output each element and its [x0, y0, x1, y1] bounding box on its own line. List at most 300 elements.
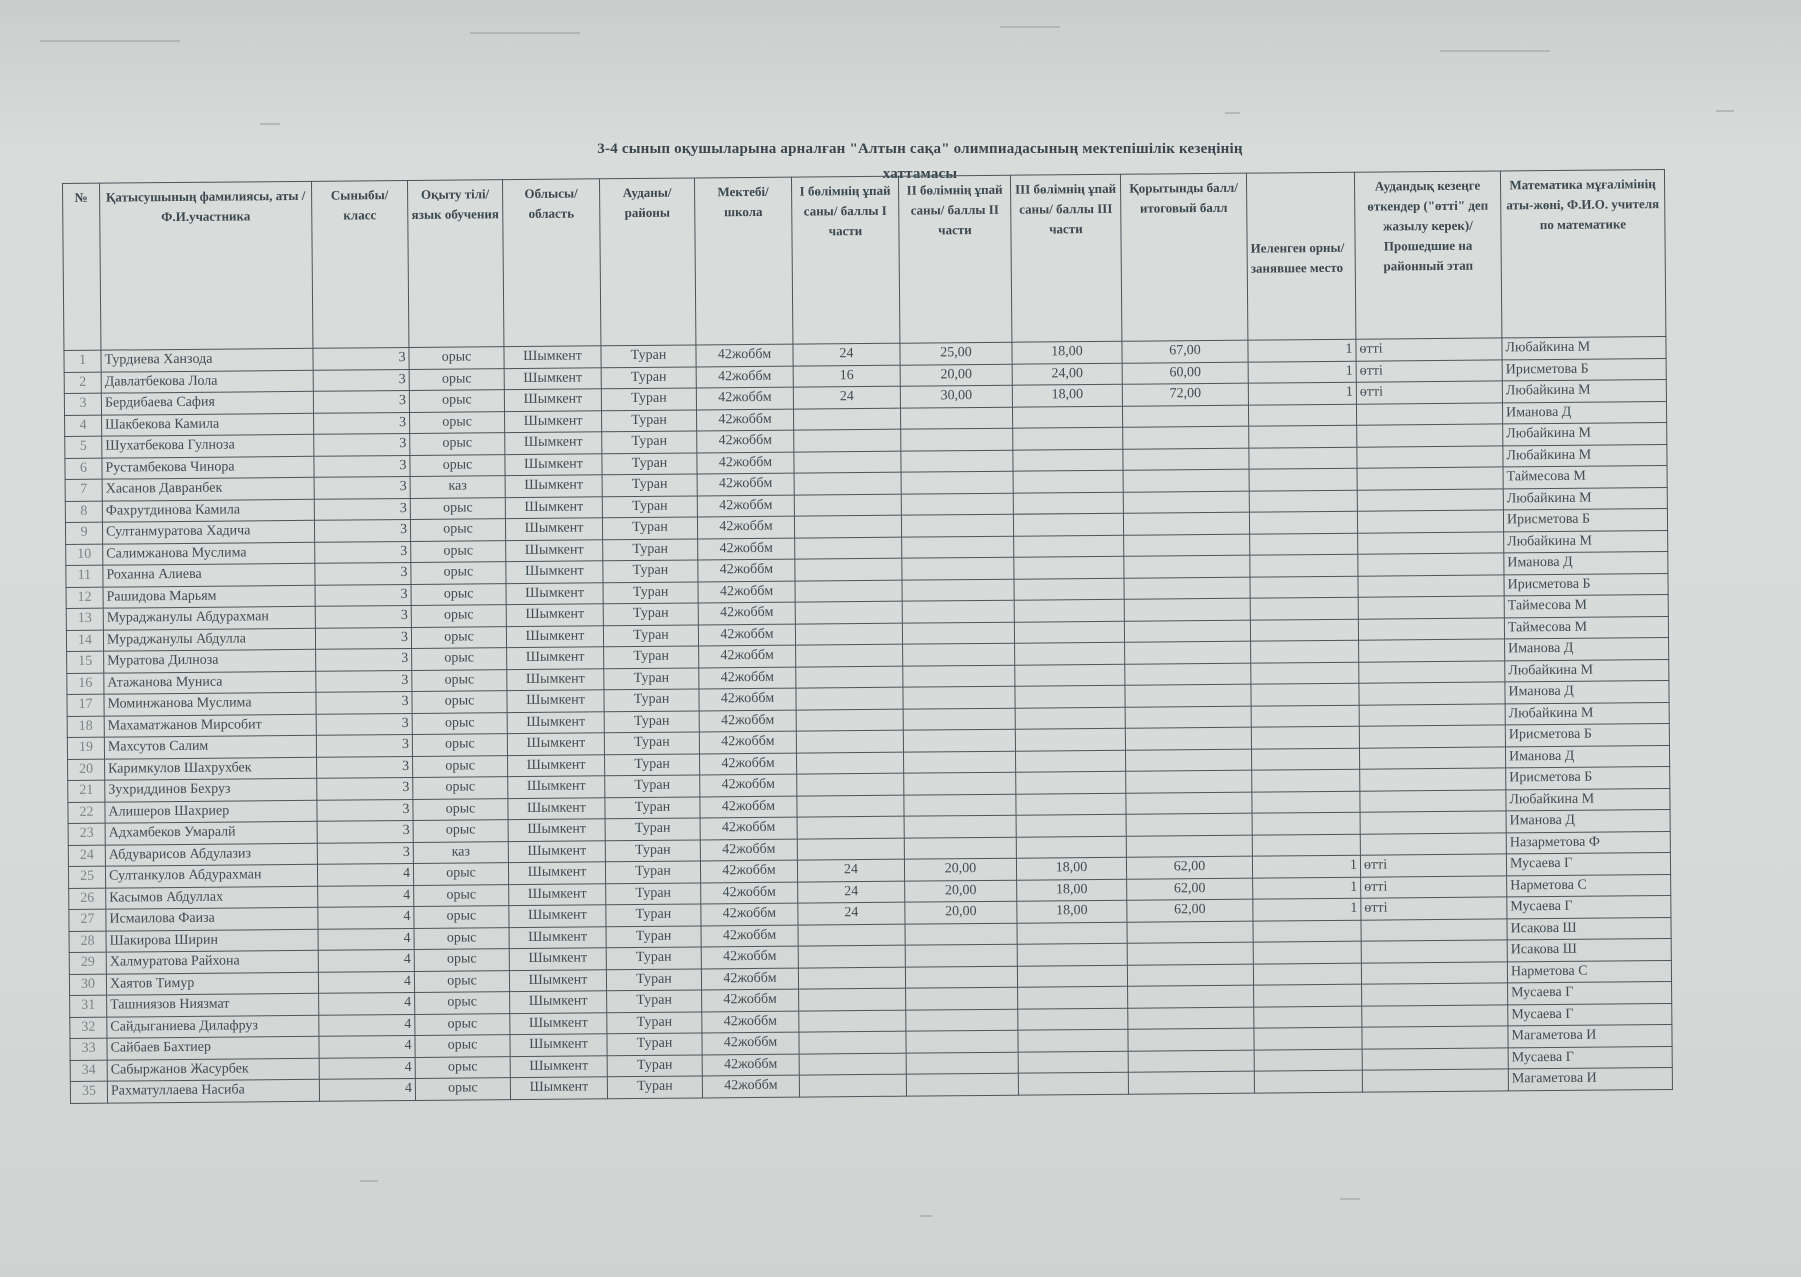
participant-name-cell: Абдуварисов Абдулазиз	[105, 843, 317, 866]
part2-score-cell	[905, 966, 1017, 988]
participant-name-cell: Адхамбеков Умаралй	[105, 821, 317, 844]
row-number-cell: 24	[68, 845, 105, 867]
part1-score-cell	[796, 644, 903, 666]
advanced-status-cell	[1362, 1047, 1508, 1070]
participant-name-cell: Бердибаева Сафия	[101, 391, 313, 414]
region-cell: Шымкент	[510, 1077, 607, 1099]
row-number-cell: 17	[67, 694, 104, 716]
school-cell: 42жоббм	[697, 473, 794, 495]
part3-score-cell	[1015, 750, 1125, 772]
language-cell: орыс	[413, 777, 508, 799]
region-cell: Шымкент	[508, 819, 605, 841]
part3-score-cell: 18,00	[1012, 341, 1122, 363]
district-cell: Туран	[607, 1054, 702, 1076]
teacher-name-cell: Таймесова М	[1504, 594, 1668, 617]
teacher-name-cell: Любайкина М	[1505, 702, 1669, 725]
total-score-cell	[1128, 1028, 1254, 1051]
teacher-name-cell: Ирисметова Б	[1502, 358, 1666, 381]
participant-name-cell: Фахрутдинова Камила	[102, 499, 314, 522]
row-number-cell: 19	[67, 737, 104, 759]
grade-cell: 3	[316, 734, 412, 756]
school-cell: 42жоббм	[697, 516, 794, 538]
part1-score-cell	[793, 408, 900, 430]
grade-cell: 3	[316, 691, 412, 713]
language-cell: орыс	[415, 1056, 510, 1078]
region-cell: Шымкент	[506, 582, 603, 604]
participant-name-cell: Мураджанулы Абдулла	[103, 628, 315, 651]
language-cell: каз	[413, 841, 508, 863]
row-number-cell: 15	[67, 651, 104, 673]
advanced-status-cell: өтті	[1361, 875, 1507, 898]
place-cell	[1249, 447, 1357, 469]
language-cell: орыс	[411, 583, 506, 605]
row-number-cell: 8	[65, 501, 102, 523]
grade-cell: 3	[314, 476, 410, 498]
row-number-cell: 23	[68, 823, 105, 845]
school-cell: 42жоббм	[698, 602, 795, 624]
part1-score-cell: 24	[798, 902, 905, 924]
part1-score-cell	[795, 623, 902, 645]
advanced-status-cell	[1360, 811, 1506, 834]
region-cell: Шымкент	[506, 539, 603, 561]
grade-cell: 3	[315, 541, 411, 563]
teacher-name-cell: Магаметова И	[1508, 1067, 1672, 1090]
part2-score-cell	[902, 600, 1014, 622]
part1-score-cell	[795, 580, 902, 602]
part1-score-cell: 24	[793, 386, 900, 408]
language-cell: орыс	[410, 454, 505, 476]
district-cell: Туран	[605, 796, 700, 818]
teacher-name-cell: Мусаева Г	[1507, 895, 1671, 918]
teacher-name-cell: Любайкина М	[1503, 487, 1667, 510]
part3-score-cell	[1018, 1029, 1128, 1051]
teacher-name-cell: Мусаева Г	[1508, 981, 1672, 1004]
part2-score-cell	[900, 407, 1012, 429]
row-number-cell: 32	[70, 1017, 107, 1039]
total-score-cell	[1124, 534, 1250, 557]
language-cell: орыс	[412, 648, 507, 670]
place-cell	[1251, 662, 1359, 684]
scan-artifact	[1716, 110, 1734, 112]
school-cell: 42жоббм	[699, 710, 796, 732]
participant-name-cell: Зухриддинов Бехруз	[105, 778, 317, 801]
region-cell: Шымкент	[506, 625, 603, 647]
place-cell	[1249, 490, 1357, 512]
place-cell	[1250, 533, 1358, 555]
language-cell: орыс	[415, 1078, 510, 1100]
participant-name-cell: Давлатбекова Лола	[101, 370, 313, 393]
district-cell: Туран	[607, 1076, 702, 1098]
district-cell: Туран	[605, 753, 700, 775]
district-cell: Туран	[601, 345, 696, 367]
grade-cell: 3	[316, 648, 412, 670]
part1-score-cell	[797, 838, 904, 860]
grade-cell: 3	[313, 390, 409, 412]
place-cell	[1251, 726, 1359, 748]
language-cell: орыс	[415, 992, 510, 1014]
advanced-status-cell: өтті	[1360, 854, 1506, 877]
teacher-name-cell: Магаметова И	[1508, 1024, 1672, 1047]
header-school: Мектебі/ школа	[694, 177, 792, 345]
row-number-cell: 29	[69, 952, 106, 974]
total-score-cell	[1124, 555, 1250, 578]
school-cell: 42жоббм	[696, 387, 793, 409]
total-score-cell	[1127, 921, 1253, 944]
header-part3-score: ІІІ бөлімнің ұпай саны/ баллы ІІІ части	[1010, 174, 1121, 342]
row-number-cell: 14	[66, 630, 103, 652]
teacher-name-cell: Любайкина М	[1502, 380, 1666, 403]
part3-score-cell	[1012, 406, 1122, 428]
part3-score-cell	[1018, 1072, 1128, 1094]
school-cell: 42жоббм	[699, 688, 796, 710]
place-cell	[1250, 619, 1358, 641]
school-cell: 42жоббм	[700, 753, 797, 775]
district-cell: Туран	[606, 925, 701, 947]
region-cell: Шымкент	[506, 561, 603, 583]
advanced-status-cell	[1360, 768, 1506, 791]
place-cell	[1249, 468, 1357, 490]
participant-name-cell: Алишеров Шахриер	[105, 800, 317, 823]
total-score-cell	[1128, 1071, 1254, 1094]
language-cell: орыс	[409, 347, 504, 369]
grade-cell: 3	[315, 605, 411, 627]
total-score-cell	[1128, 985, 1254, 1008]
district-cell: Туран	[604, 689, 699, 711]
participant-name-cell: Рустамбекова Чинора	[102, 456, 314, 479]
teacher-name-cell: Любайкина М	[1503, 444, 1667, 467]
part1-score-cell	[799, 1031, 906, 1053]
advanced-status-cell	[1358, 617, 1504, 640]
school-cell: 42жоббм	[701, 946, 798, 968]
language-cell: орыс	[410, 497, 505, 519]
grade-cell: 3	[314, 519, 410, 541]
district-cell: Туран	[602, 431, 697, 453]
part2-score-cell	[903, 686, 1015, 708]
school-cell: 42жоббм	[697, 409, 794, 431]
total-score-cell	[1124, 598, 1250, 621]
advanced-status-cell	[1358, 553, 1504, 576]
district-cell: Туран	[604, 646, 699, 668]
row-number-cell: 5	[65, 436, 102, 458]
part3-score-cell	[1015, 685, 1125, 707]
region-cell: Шымкент	[508, 840, 605, 862]
participant-name-cell: Моминжанова Муслима	[104, 692, 316, 715]
language-cell: орыс	[414, 970, 509, 992]
school-cell: 42жоббм	[698, 559, 795, 581]
part1-score-cell	[794, 429, 901, 451]
part1-score-cell	[797, 795, 904, 817]
part2-score-cell	[906, 987, 1018, 1009]
participant-name-cell: Сабыржанов Жасурбек	[107, 1058, 319, 1081]
district-cell: Туран	[607, 990, 702, 1012]
teacher-name-cell: Назарметова Ф	[1506, 831, 1670, 854]
school-cell: 42жоббм	[700, 774, 797, 796]
row-number-cell: 9	[65, 522, 102, 544]
advanced-status-cell	[1362, 1069, 1508, 1092]
scan-artifact	[470, 32, 580, 34]
language-cell: орыс	[414, 949, 509, 971]
advanced-status-cell	[1361, 918, 1507, 941]
part1-score-cell: 24	[793, 343, 900, 365]
teacher-name-cell: Исакова Ш	[1507, 938, 1671, 961]
part2-score-cell	[902, 557, 1014, 579]
teacher-name-cell: Исакова Ш	[1507, 917, 1671, 940]
total-score-cell	[1127, 942, 1253, 965]
row-number-cell: 27	[69, 909, 106, 931]
language-cell: орыс	[414, 927, 509, 949]
language-cell: орыс	[412, 712, 507, 734]
part3-score-cell	[1016, 771, 1126, 793]
part1-score-cell	[799, 1010, 906, 1032]
language-cell: орыс	[413, 798, 508, 820]
school-cell: 42жоббм	[698, 538, 795, 560]
participant-name-cell: Рашидова Марьям	[103, 585, 315, 608]
district-cell: Туран	[601, 388, 696, 410]
advanced-status-cell	[1357, 467, 1503, 490]
part2-score-cell	[904, 837, 1016, 859]
participant-name-cell: Атажанова Муниса	[104, 671, 316, 694]
total-score-cell	[1128, 1050, 1254, 1073]
grade-cell: 4	[319, 992, 415, 1014]
region-cell: Шымкент	[510, 1012, 607, 1034]
place-cell	[1252, 812, 1360, 834]
place-cell	[1248, 404, 1356, 426]
part2-score-cell	[904, 815, 1016, 837]
part1-score-cell	[795, 537, 902, 559]
teacher-name-cell: Мусаева Г	[1508, 1046, 1672, 1069]
part3-score-cell: 18,00	[1012, 384, 1122, 406]
participant-name-cell: Махсутов Салим	[104, 735, 316, 758]
part2-score-cell: 20,00	[905, 901, 1017, 923]
region-cell: Шымкент	[509, 969, 606, 991]
scan-artifact	[1000, 26, 1060, 28]
teacher-name-cell: Иманова Д	[1502, 401, 1666, 424]
total-score-cell	[1125, 684, 1251, 707]
part2-score-cell	[901, 471, 1013, 493]
part1-score-cell	[796, 709, 903, 731]
participant-name-cell: Муратова Дилноза	[104, 649, 316, 672]
language-cell: орыс	[409, 368, 504, 390]
district-cell: Туран	[604, 732, 699, 754]
participant-name-cell: Султанмуратова Хадича	[102, 520, 314, 543]
advanced-status-cell	[1361, 940, 1507, 963]
part3-score-cell	[1014, 599, 1124, 621]
advanced-status-cell	[1357, 488, 1503, 511]
scan-artifact	[40, 40, 180, 42]
teacher-name-cell: Иманова Д	[1505, 680, 1669, 703]
place-cell: 1	[1248, 361, 1356, 383]
language-cell: орыс	[411, 605, 506, 627]
advanced-status-cell: өтті	[1356, 338, 1502, 361]
total-score-cell	[1126, 835, 1252, 858]
row-number-cell: 26	[69, 888, 106, 910]
part3-score-cell	[1013, 470, 1123, 492]
place-cell	[1252, 791, 1360, 813]
grade-cell: 3	[317, 756, 413, 778]
part1-score-cell	[795, 601, 902, 623]
part1-score-cell	[796, 752, 903, 774]
school-cell: 42жоббм	[702, 1054, 799, 1076]
row-number-cell: 20	[68, 759, 105, 781]
part3-score-cell	[1014, 556, 1124, 578]
total-score-cell	[1124, 577, 1250, 600]
place-cell: 1	[1253, 898, 1361, 920]
header-advanced: Аудандық кезеңге өткендер ("өтті" деп жазылу керек)/ Прошедшие на районный этап	[1354, 171, 1501, 339]
row-number-cell: 21	[68, 780, 105, 802]
place-cell: 1	[1248, 382, 1356, 404]
part2-score-cell	[901, 514, 1013, 536]
row-number-cell: 33	[70, 1038, 107, 1060]
participant-name-cell: Исмаилова Фаиза	[106, 907, 318, 930]
row-number-cell: 13	[66, 608, 103, 630]
grade-cell: 3	[314, 433, 410, 455]
total-score-cell	[1125, 706, 1251, 729]
part3-score-cell	[1017, 922, 1127, 944]
part2-score-cell: 20,00	[904, 858, 1016, 880]
grade-cell: 4	[318, 928, 414, 950]
school-cell: 42жоббм	[698, 624, 795, 646]
district-cell: Туран	[603, 538, 698, 560]
grade-cell: 4	[319, 1078, 415, 1100]
part3-score-cell	[1014, 578, 1124, 600]
total-score-cell	[1123, 469, 1249, 492]
teacher-name-cell: Любайкина М	[1506, 788, 1670, 811]
language-cell: орыс	[415, 1013, 510, 1035]
row-number-cell: 1	[64, 350, 101, 372]
scan-artifact	[260, 123, 280, 125]
total-score-cell	[1125, 749, 1251, 772]
participant-name-cell: Ташниязов Ниязмат	[107, 993, 319, 1016]
district-cell: Туран	[607, 1011, 702, 1033]
grade-cell: 3	[314, 412, 410, 434]
school-cell: 42жоббм	[698, 581, 795, 603]
district-cell: Туран	[605, 861, 700, 883]
scan-artifact	[360, 1180, 378, 1182]
region-cell: Шымкент	[508, 797, 605, 819]
grade-cell: 4	[319, 1035, 415, 1057]
region-cell: Шымкент	[506, 604, 603, 626]
participant-name-cell: Мураджанулы Абдурахман	[103, 606, 315, 629]
grade-cell: 3	[315, 627, 411, 649]
part2-score-cell: 20,00	[900, 364, 1012, 386]
part3-score-cell	[1015, 642, 1125, 664]
language-cell: орыс	[414, 884, 509, 906]
participant-name-cell: Касымов Абдуллах	[106, 886, 318, 909]
district-cell: Туран	[603, 581, 698, 603]
total-score-cell	[1125, 727, 1251, 750]
part2-score-cell	[903, 729, 1015, 751]
place-cell	[1252, 834, 1360, 856]
part1-score-cell	[799, 988, 906, 1010]
language-cell: орыс	[412, 691, 507, 713]
region-cell: Шымкент	[504, 346, 601, 368]
teacher-name-cell: Ирисметова Б	[1506, 766, 1670, 789]
results-sheet	[62, 169, 1672, 1135]
school-cell: 42жоббм	[696, 344, 793, 366]
header-teacher: Математика мұғалімінің аты-жөні, Ф.И.О. учителя по математике	[1500, 170, 1665, 338]
part1-score-cell	[794, 472, 901, 494]
school-cell: 42жоббм	[697, 495, 794, 517]
region-cell: Шымкент	[509, 883, 606, 905]
row-number-cell: 3	[64, 393, 101, 415]
school-cell: 42жоббм	[701, 925, 798, 947]
part3-score-cell	[1016, 793, 1126, 815]
advanced-status-cell	[1359, 725, 1505, 748]
part2-score-cell	[903, 708, 1015, 730]
row-number-cell: 31	[70, 995, 107, 1017]
total-score-cell	[1126, 792, 1252, 815]
language-cell: орыс	[410, 411, 505, 433]
district-cell: Туран	[605, 818, 700, 840]
district-cell: Туран	[604, 667, 699, 689]
grade-cell: 4	[318, 885, 414, 907]
scan-artifact	[1340, 1198, 1360, 1200]
participant-name-cell: Рахматуллаева Насиба	[107, 1079, 319, 1102]
part3-score-cell: 18,00	[1017, 900, 1127, 922]
region-cell: Шымкент	[508, 862, 605, 884]
school-cell: 42жоббм	[701, 903, 798, 925]
document-subtitle: хаттамасы	[882, 166, 958, 182]
grade-cell: 3	[315, 562, 411, 584]
district-cell: Туран	[602, 409, 697, 431]
total-score-cell	[1124, 620, 1250, 643]
language-cell: орыс	[413, 820, 508, 842]
district-cell: Туран	[606, 904, 701, 926]
part3-score-cell	[1018, 1051, 1128, 1073]
advanced-status-cell	[1362, 1004, 1508, 1027]
part2-score-cell	[905, 944, 1017, 966]
district-cell: Туран	[607, 1033, 702, 1055]
part1-score-cell	[798, 924, 905, 946]
total-score-cell	[1128, 1007, 1254, 1030]
language-cell: орыс	[411, 540, 506, 562]
participant-name-cell: Сайдыганиева Дилафруз	[107, 1015, 319, 1038]
district-cell: Туран	[602, 474, 697, 496]
total-score-cell	[1126, 813, 1252, 836]
row-number-cell: 11	[66, 565, 103, 587]
part3-score-cell	[1017, 965, 1127, 987]
part3-score-cell	[1018, 986, 1128, 1008]
part1-score-cell	[794, 451, 901, 473]
region-cell: Шымкент	[505, 453, 602, 475]
grade-cell: 3	[317, 842, 413, 864]
total-score-cell	[1123, 491, 1249, 514]
part2-score-cell	[904, 794, 1016, 816]
school-cell: 42жоббм	[700, 860, 797, 882]
grade-cell: 3	[317, 799, 413, 821]
part3-score-cell	[1016, 836, 1126, 858]
part2-score-cell: 25,00	[900, 342, 1012, 364]
teacher-name-cell: Ирисметова Б	[1503, 509, 1667, 532]
advanced-status-cell	[1362, 983, 1508, 1006]
school-cell: 42жоббм	[702, 1011, 799, 1033]
participant-name-cell: Шухатбекова Гулноза	[102, 434, 314, 457]
teacher-name-cell: Ирисметова Б	[1505, 723, 1669, 746]
participant-name-cell: Султанкулов Абдурахман	[105, 864, 317, 887]
grade-cell: 3	[314, 498, 410, 520]
part2-score-cell	[901, 428, 1013, 450]
grade-cell: 4	[319, 1057, 415, 1079]
part2-score-cell	[901, 493, 1013, 515]
place-cell	[1251, 683, 1359, 705]
part2-score-cell	[906, 1009, 1018, 1031]
school-cell: 42жоббм	[701, 882, 798, 904]
row-number-cell: 16	[67, 673, 104, 695]
header-language: Оқыту тілі/ язык обучения	[407, 180, 503, 348]
advanced-status-cell	[1359, 746, 1505, 769]
participant-name-cell: Махаматжанов Мирсобит	[104, 714, 316, 737]
header-grade: Сыныбы/класс	[311, 180, 408, 348]
